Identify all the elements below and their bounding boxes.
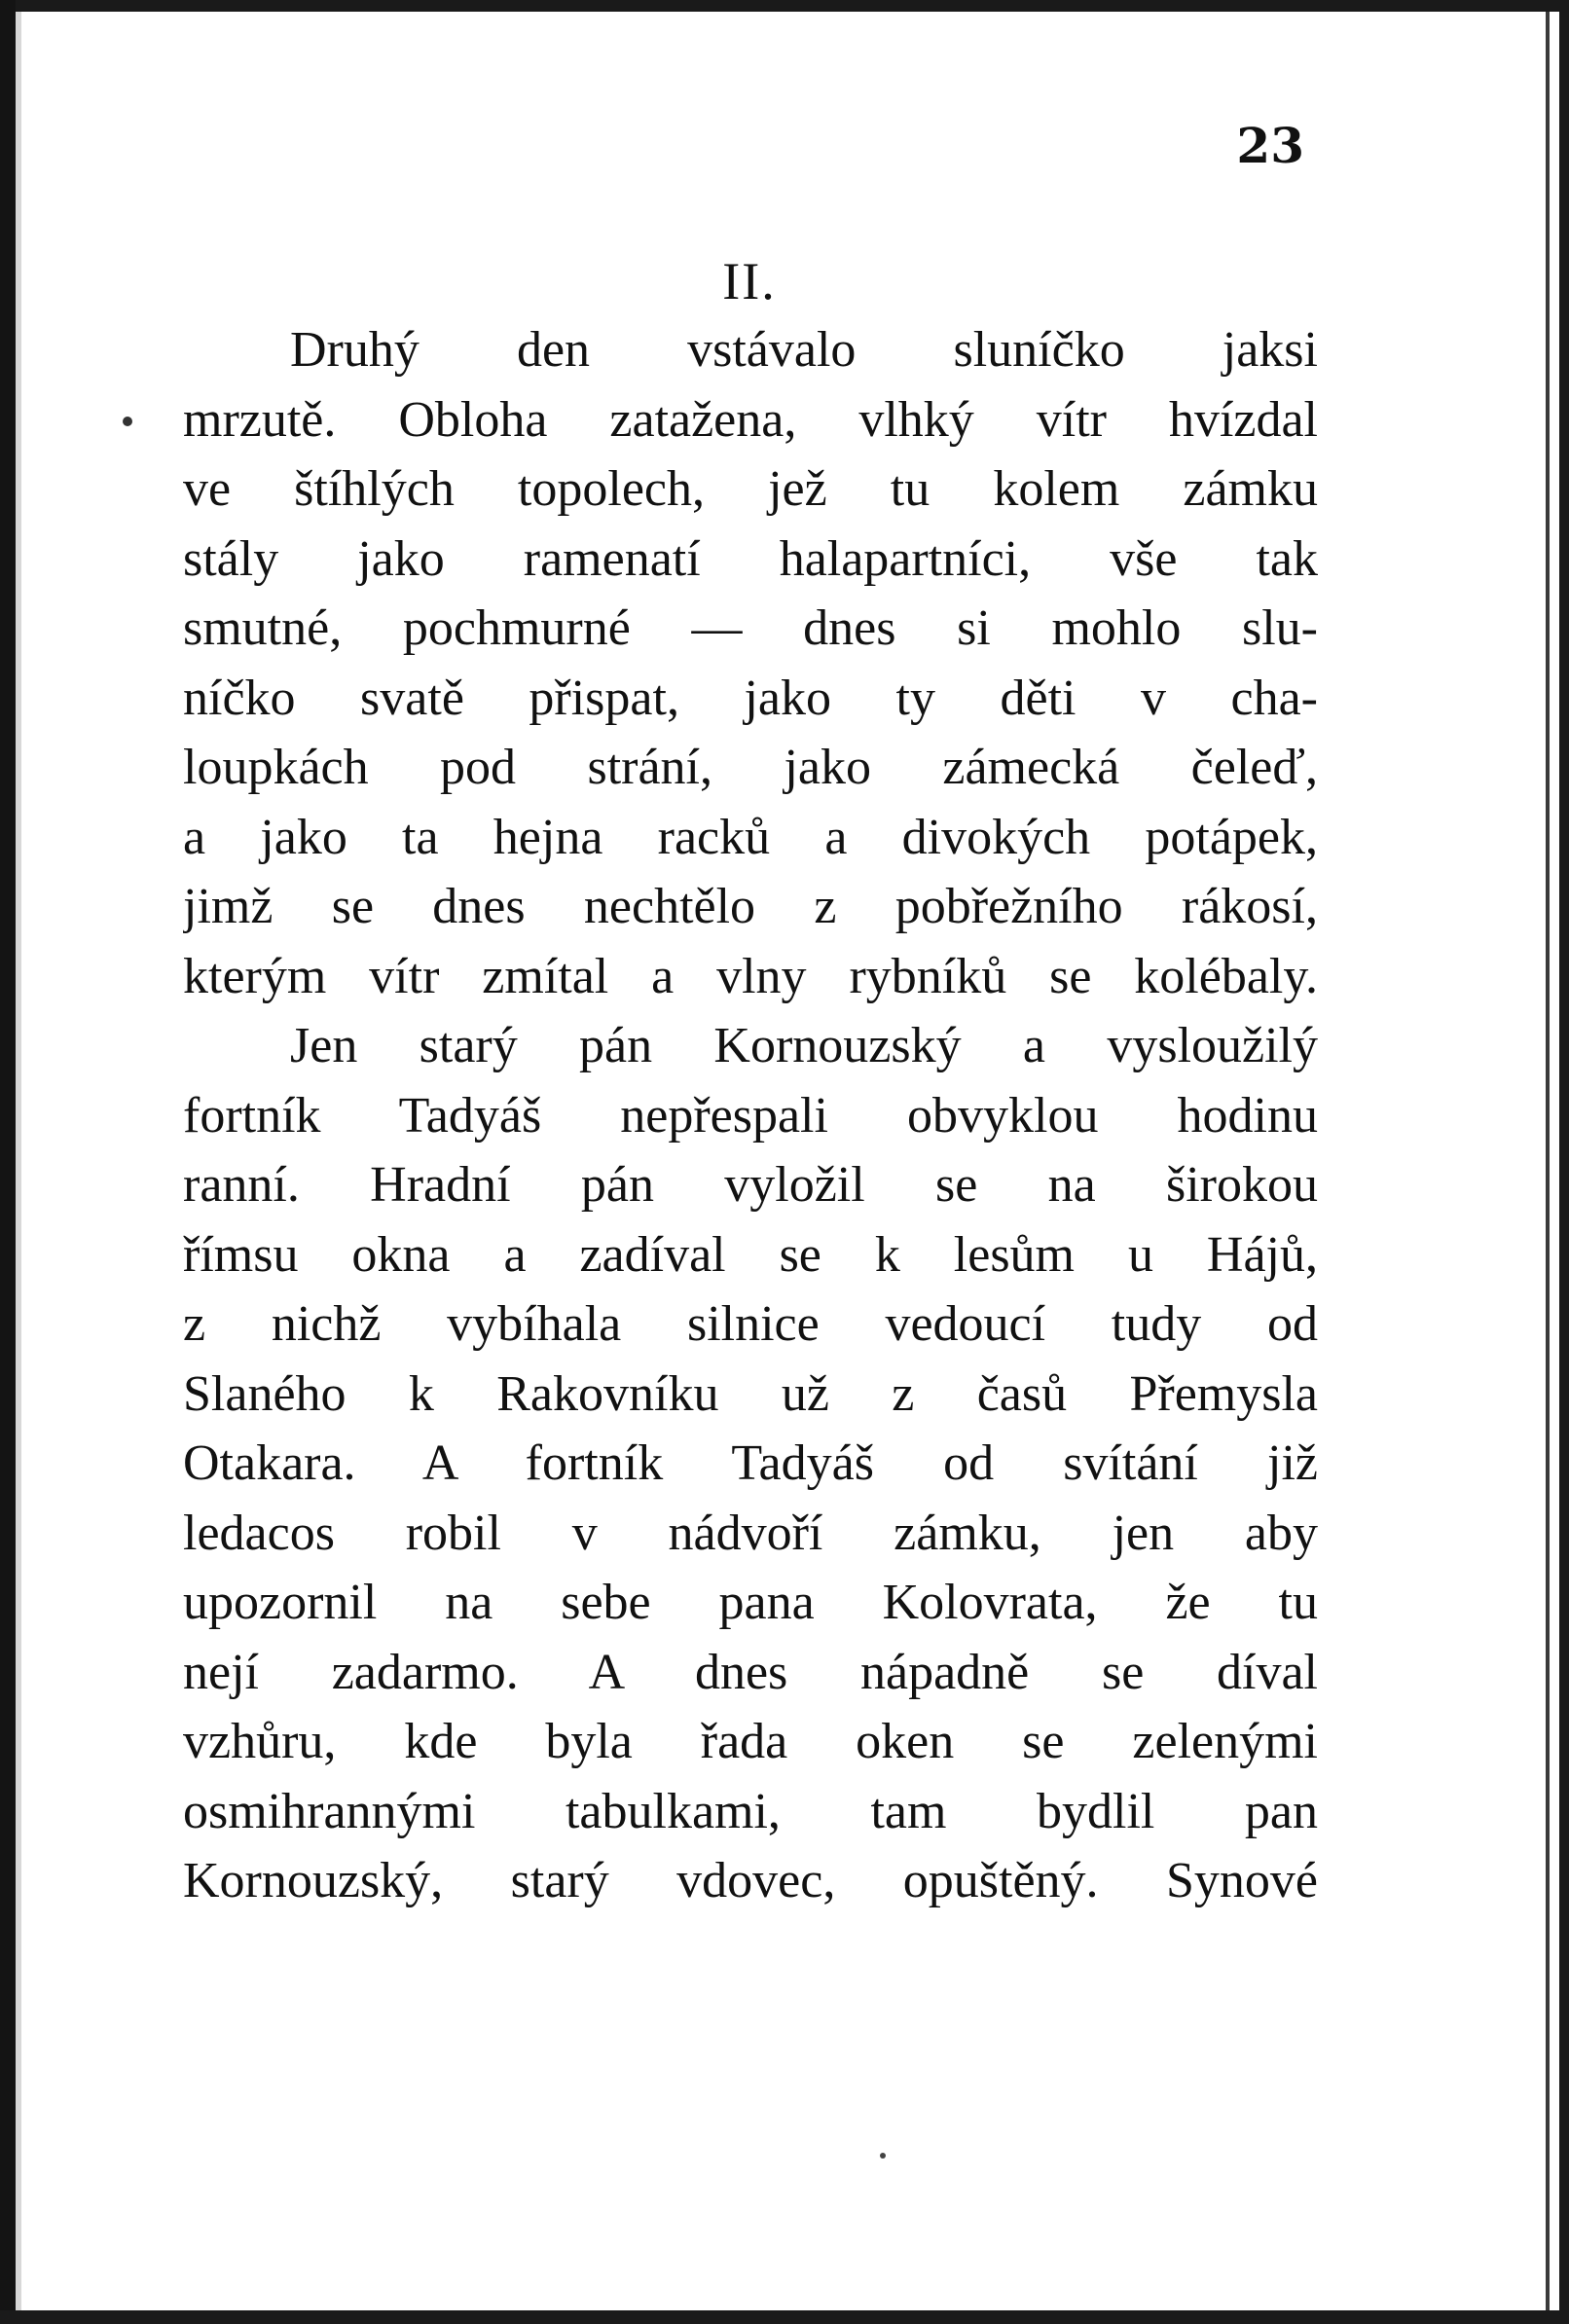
- text-line: osmihrannými tabulkami, tam bydlil pan: [183, 1783, 1318, 1839]
- text-line: smutné, pochmurné — dnes si mohlo slu-: [183, 600, 1318, 656]
- text-line: loupkách pod strání, jako zámecká čeleď,: [183, 740, 1318, 795]
- scan-border-left: [0, 0, 16, 2324]
- text-line: římsu okna a zadíval se k lesům u Hájů,: [183, 1226, 1318, 1283]
- text-line: mrzutě. Obloha zatažena, vlhký vítr hvízdal: [183, 391, 1318, 448]
- body-text: [183, 315, 1318, 1916]
- paragraph: [183, 315, 1318, 1011]
- chapter-heading: II.: [722, 252, 777, 310]
- ink-speck: [880, 2153, 886, 2159]
- text-line: jimž se dnes nechtělo z pobřežního rákosí,: [183, 879, 1318, 934]
- scan-border-bottom: [0, 2310, 1569, 2324]
- page-edge-right: [1546, 12, 1550, 2310]
- page-gutter-shadow: [16, 12, 21, 2310]
- text-line: ve štíhlých topolech, jež tu kolem zámku: [183, 461, 1318, 517]
- text-line: ledacos robil v nádvoří zámku, jen aby: [183, 1505, 1318, 1561]
- text-line: Slaného k Rakovníku už z časů Přemysla: [183, 1365, 1318, 1422]
- text-line: nejí zadarmo. A dnes nápadně se díval: [183, 1644, 1318, 1700]
- scan-border-right: [1559, 0, 1569, 2324]
- margin-ink-mark: [123, 417, 132, 426]
- text-line: z nichž vybíhala silnice vedoucí tudy od: [183, 1296, 1318, 1352]
- text-line: níčko svatě přispat, jako ty děti v cha-: [183, 670, 1318, 726]
- text-line: Jen starý pán Kornouzský a vysloužilý: [290, 1018, 1318, 1073]
- text-line: a jako ta hejna racků a divokých potápek,: [183, 809, 1318, 865]
- text-line: kterým vítr zmítal a vlny rybníků se kolébaly.: [183, 948, 1318, 1004]
- text-line: ranní. Hradní pán vyložil se na širokou: [183, 1157, 1318, 1213]
- page-number: 23: [1236, 117, 1304, 174]
- paragraph: [183, 1011, 1318, 1916]
- text-line: Otakara. A fortník Tadyáš od svítání již: [183, 1435, 1318, 1491]
- text-line: upozornil na sebe pana Kolovrata, že tu: [183, 1575, 1318, 1630]
- text-line: fortník Tadyáš nepřespali obvyklou hodinu: [183, 1087, 1318, 1144]
- text-line: Druhý den vstávalo sluníčko jaksi: [290, 322, 1318, 378]
- scan-border-top: [0, 0, 1569, 12]
- text-line: Kornouzský, starý vdovec, opuštěný. Synové: [183, 1853, 1318, 1908]
- text-line: stály jako ramenatí halapartníci, vše tak: [183, 530, 1318, 587]
- text-line: vzhůru, kde byla řada oken se zelenými: [183, 1714, 1318, 1769]
